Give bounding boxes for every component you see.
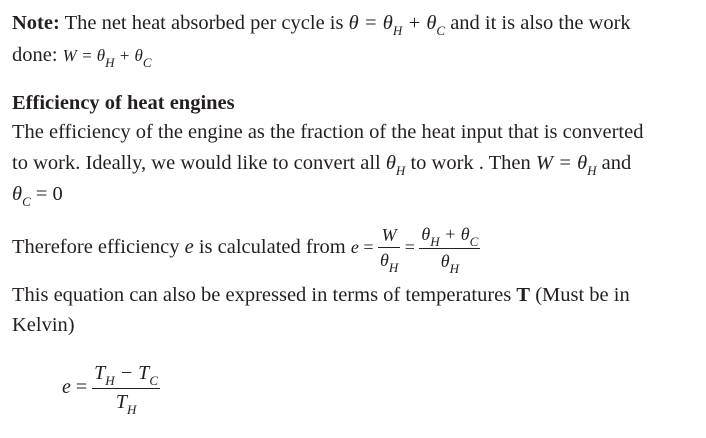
- fraction-w-over-theta: $\frac{W}{\theta_H}$: [380, 225, 399, 275]
- paragraph-line-1: The efficiency of the engine as the fraction of the heat input that is converted: [12, 121, 644, 143]
- eq-theta-sum: $\theta = \theta_H + \theta_C$: [348, 12, 446, 38]
- paragraph-line-3: $\theta_C = 0$: [12, 183, 63, 209]
- note-text-2: and it is also the work: [445, 12, 631, 34]
- fraction-theta-sum: $\frac{\theta_H + \theta_C}{\theta_H}$: [421, 224, 479, 276]
- temperature-equation: e = $\frac{T_H - T_C}{T_H}$: [62, 362, 158, 417]
- temperature-line-2: Kelvin): [12, 314, 75, 336]
- note-line-1: [12, 10, 631, 38]
- note-text-1: The net heat absorbed per cycle is: [59, 12, 349, 34]
- note-line-2: [12, 42, 152, 70]
- note-done-text: done:: [12, 44, 63, 66]
- temperature-line-1: This equation can also be expressed in terms of temperatures T (Must be in: [12, 284, 630, 306]
- section-heading: Efficiency of heat engines: [12, 92, 235, 114]
- efficiency-line: Therefore efficiency e is calculated from e = $\frac{W}{\theta_H}$ = $\frac{\theta_H + \theta_C}{\theta_H}$: [12, 224, 479, 276]
- paragraph-line-2: to work. Ideally, we would like to convert all $\theta_H$ to work . Then $W = \theta_H$ and: [12, 152, 632, 178]
- note-label: Note:: [12, 12, 60, 34]
- fraction-temperature: $\frac{T_H - T_C}{T_H}$: [94, 362, 158, 417]
- eq-work: $W = \theta_H + \theta_C$: [62, 46, 152, 70]
